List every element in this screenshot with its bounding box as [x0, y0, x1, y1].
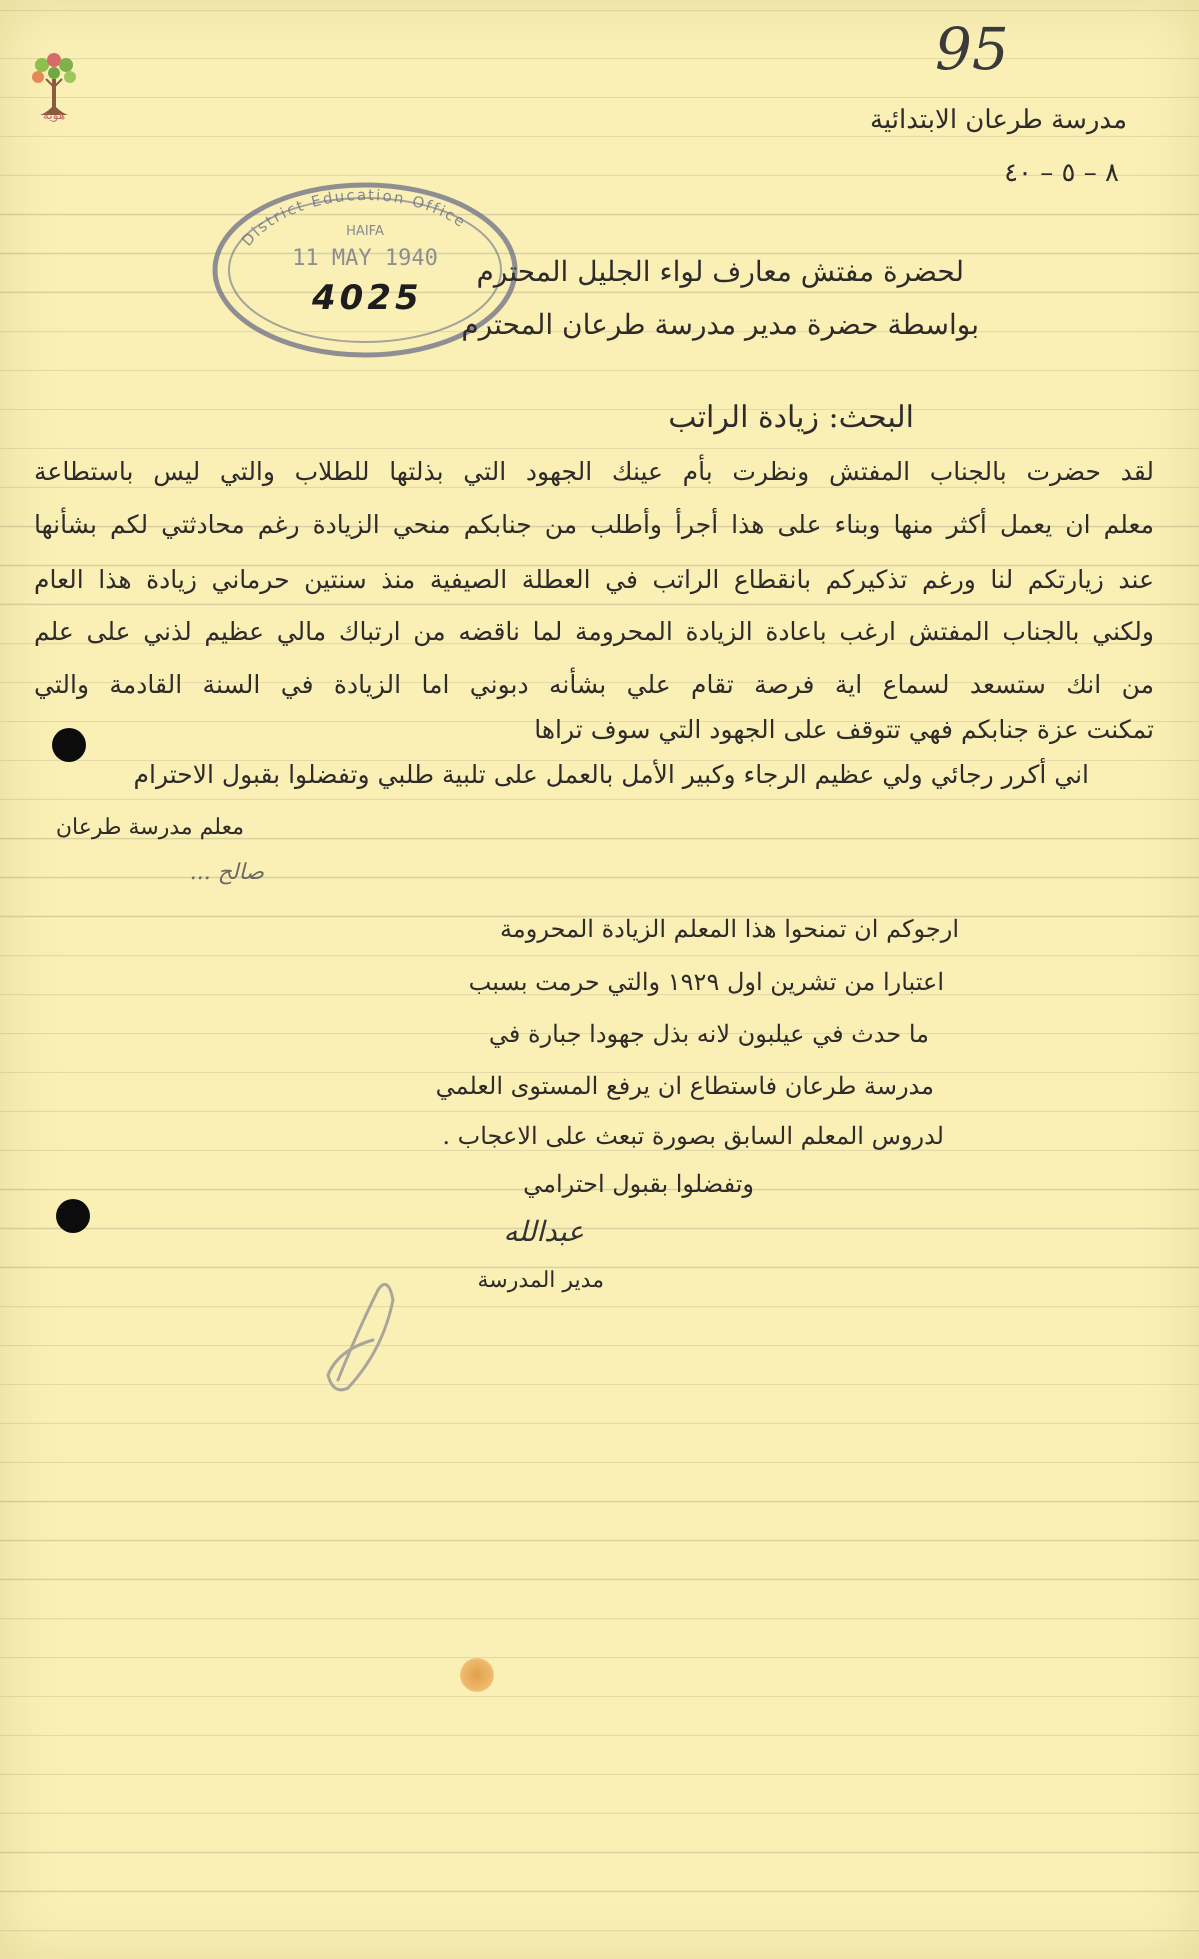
director-note-line: لدروس المعلم السابق بصورة تبعث على الاعجاب . [442, 1122, 944, 1150]
addressee-line-1: لحضرة مفتش معارف لواء الجليل المحترم [476, 255, 964, 288]
body-line: تمكنت عزة جنابكم فهي تتوقف على الجهود التي سوف تراها [534, 715, 1154, 744]
director-note-line: مدرسة طرعان فاستطاع ان يرفع المستوى العلمي [435, 1072, 934, 1100]
sender-signature: صالح ... [189, 860, 264, 885]
punch-hole [52, 728, 86, 762]
punch-hole [56, 1199, 90, 1233]
closing-line: اني أكرر رجائي ولي عظيم الرجاء وكبير الأمل بالعمل على تلبية طلبي وتفضلوا بقبول الاحترام [133, 760, 1089, 789]
school-header: مدرسة طرعان الابتدائية [870, 105, 1127, 135]
stamp-date: 11 MAY 1940 [292, 246, 438, 271]
sender-title: معلم مدرسة طرعان [55, 815, 244, 840]
body-line: ولكني بالجناب المفتش ارغب باعادة الزيادة المحرومة لما ناقضه من ارتباك مالي عظيم لذني على علم [34, 617, 1154, 646]
body-line: من انك ستسعد لسماع اية فرصة تقام علي بشأنه دبوني اما الزيادة في السنة القادمة والتي [34, 670, 1154, 699]
director-note-line: وتفضلوا بقبول احترامي [523, 1170, 754, 1198]
logo-label: هوية [42, 108, 66, 122]
director-note-line: ارجوكم ان تمنحوا هذا المعلم الزيادة المحرومة [500, 915, 959, 943]
body-line: معلم ان يعمل أكثر منها وبناء على هذا أجرأ وأطلب من جنابكم منحي الزيادة رغم محادثتي لكم بشأنها [34, 510, 1154, 539]
paper-stain [460, 1658, 494, 1692]
director-title: مدير المدرسة [477, 1268, 604, 1293]
body-line: لقد حضرت بالجناب المفتش ونظرت بأم عينك الجهود التي بذلتها للطلاب والتي ليس باستطاعة [34, 457, 1154, 486]
tree-logo-icon [28, 38, 80, 144]
addressee-line-2: بواسطة حضرة مدير مدرسة طرعان المحترم [461, 308, 979, 341]
stamp-city: HAIFA [346, 224, 384, 239]
director-note-line: اعتبارا من تشرين اول ١٩٢٩ والتي حرمت بسبب [468, 968, 944, 996]
director-signature: عبدالله [503, 1215, 584, 1248]
pencil-scribble-icon [318, 1270, 418, 1400]
stamp-number: 4025 [312, 278, 423, 318]
body-line: عند زيارتكم لنا ورغم تذكيركم بانقطاع الراتب في العطلة الصيفية منذ سنتين حرماني زيادة هذا العام [34, 565, 1154, 594]
director-note-line: ما حدث في عيلبون لانه بذل جهودا جبارة في [488, 1020, 929, 1048]
folio-number: 95 [935, 15, 1009, 83]
stamp-office-text: District Education Office [237, 185, 470, 250]
letter-subject: البحث: زيادة الراتب [668, 400, 914, 435]
letter-date: ٨ – ٥ – ٤٠ [1004, 158, 1119, 188]
